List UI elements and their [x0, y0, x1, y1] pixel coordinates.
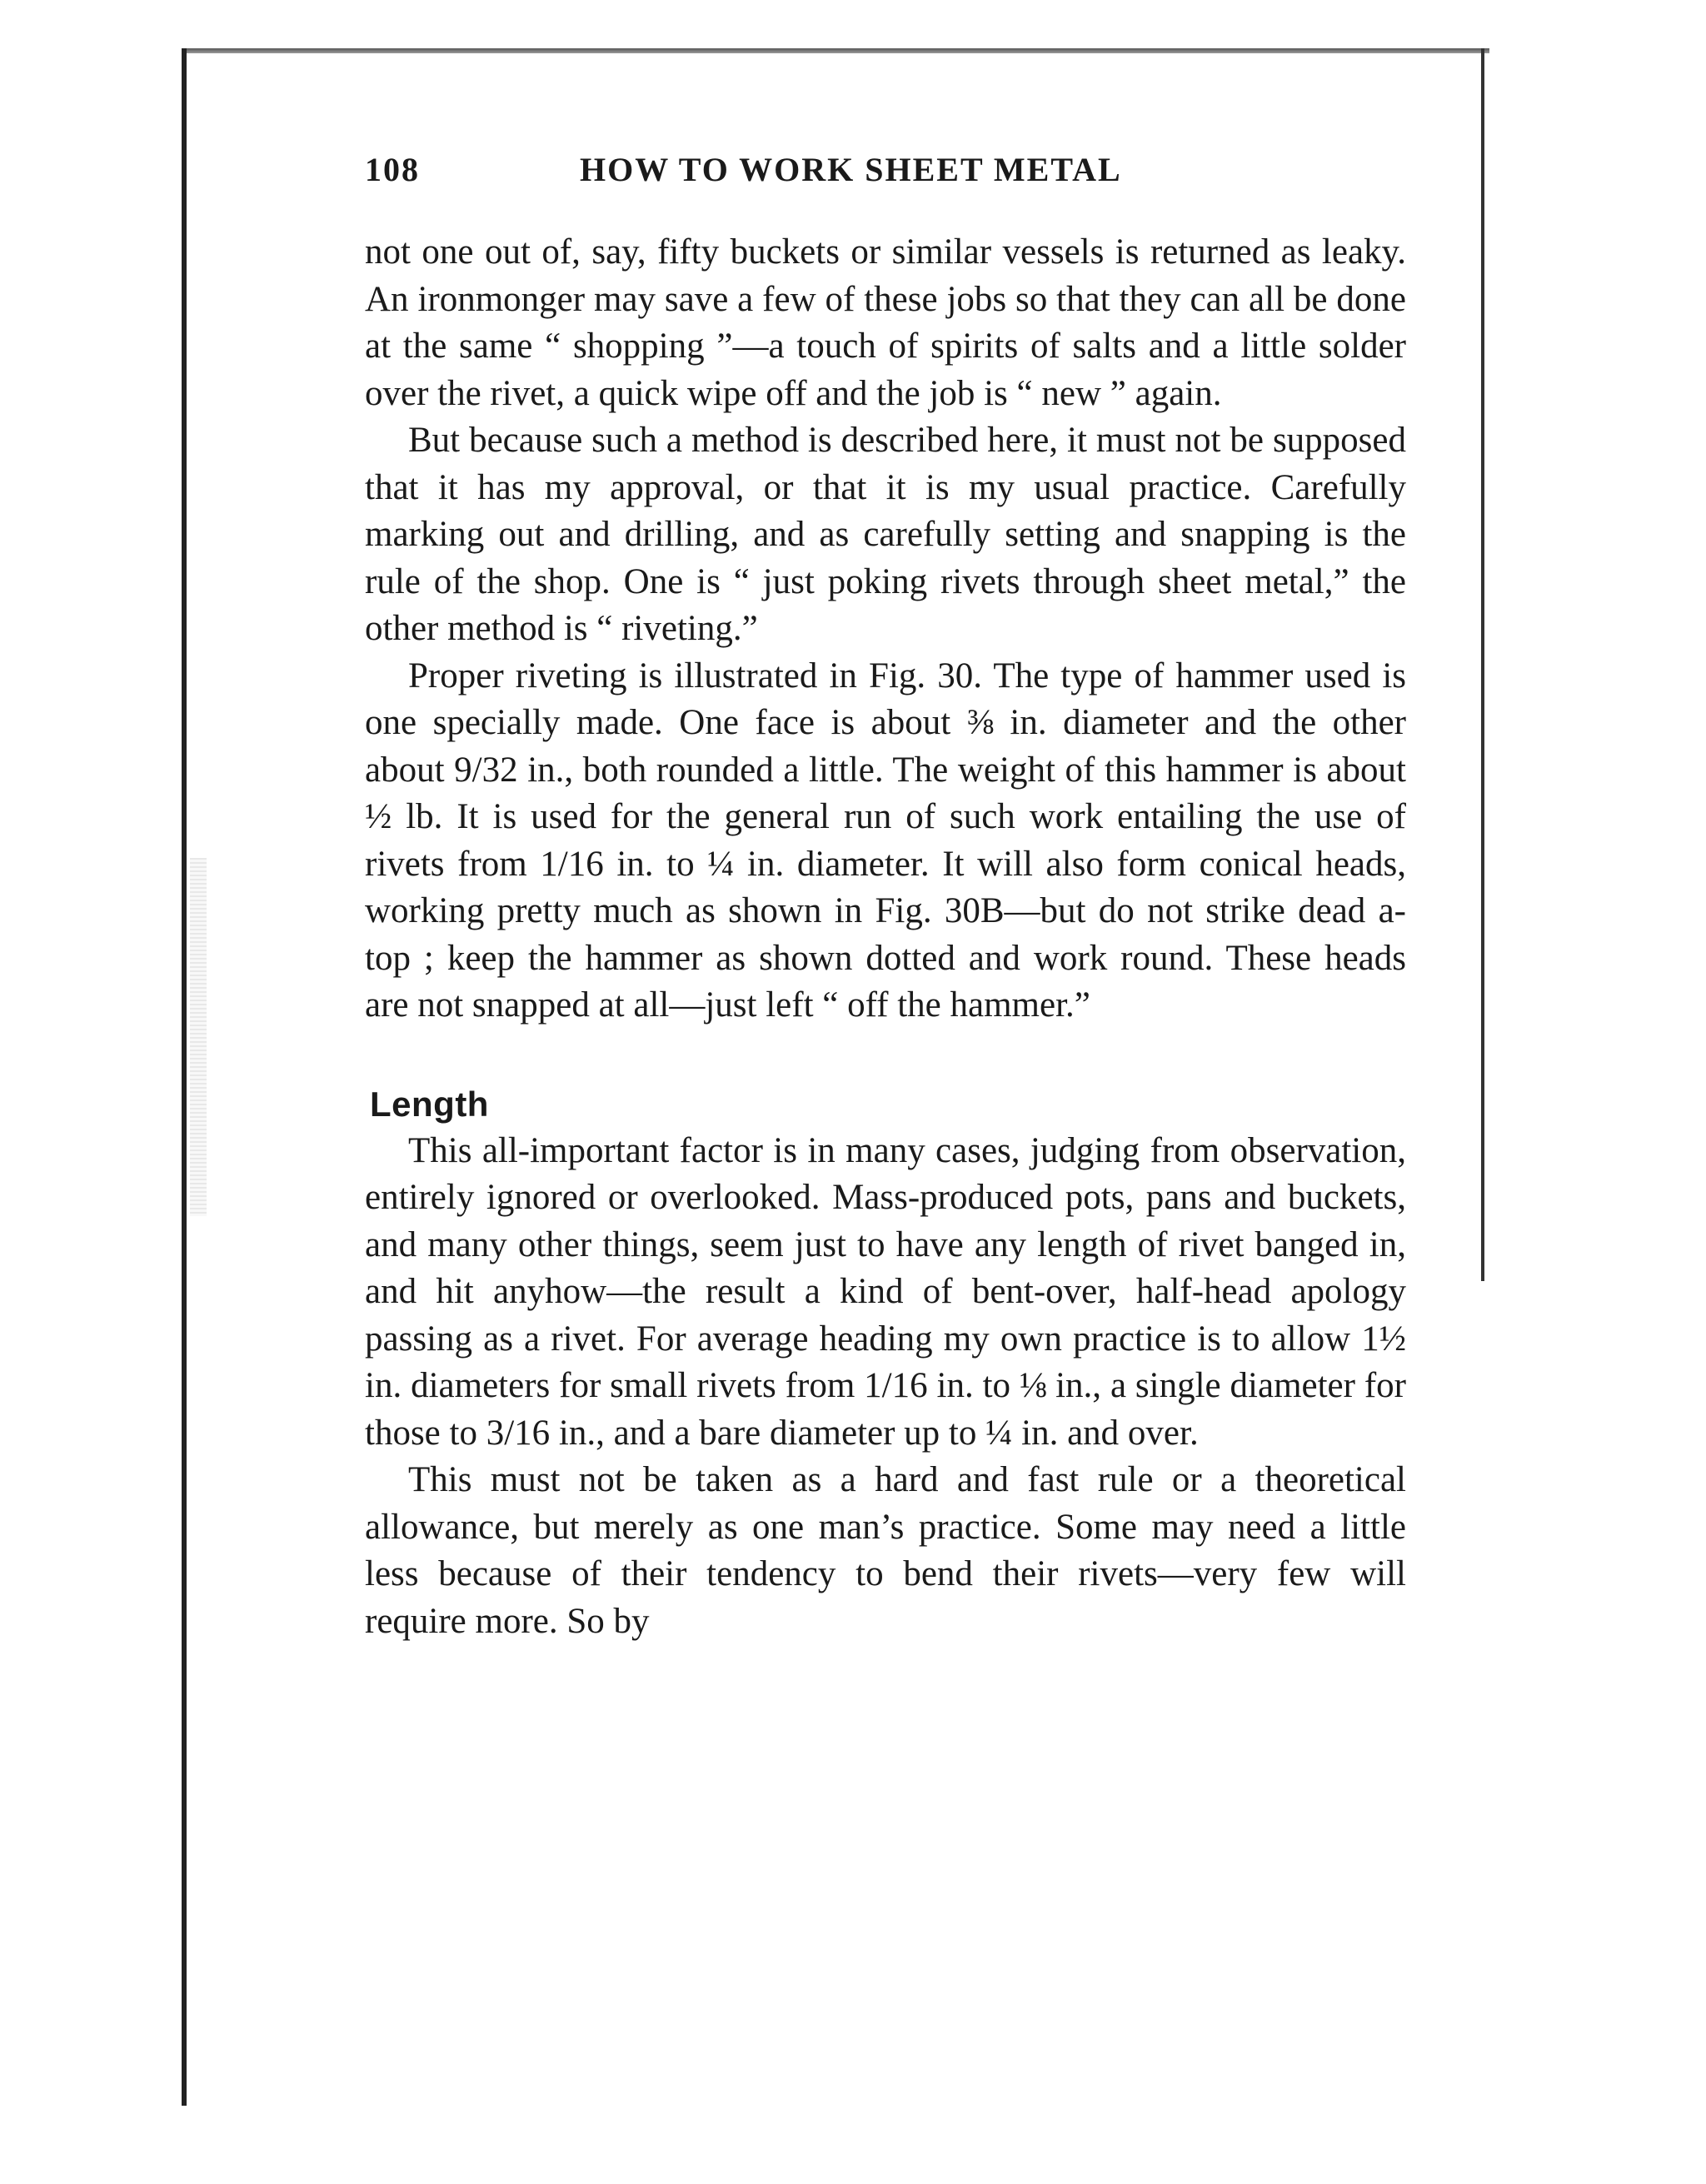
paragraph: But because such a method is described here, it must not be supposed that it has my approval, or that it is my usual practice. Carefully marking out and drilling, and as carefully setting and snapping is the rule of the shop. One is “ just poking rivets through sheet metal,” the other method is “ riveting.” — [365, 421, 1406, 648]
scan-noise — [190, 858, 207, 1216]
running-head — [365, 150, 1406, 192]
paragraph-continued: not one out of, say, fifty buckets or similar vessels is returned as leaky. An ironmonger may save a few of these jobs so that they can all be done at the same “ shopping ”—a touch of spirits of salts and a little solder over the rivet, a quick wipe off and the job is “ new ” again. — [365, 232, 1406, 413]
scan-border-left — [182, 48, 187, 2106]
page-number: 108 — [365, 151, 420, 188]
paragraph: This must not be taken as a hard and fast rule or a theoretical allowance, but merely as one man’s practice. Some may need a little less because of their tendency to bend their rivets—very few will require more. So by — [365, 1460, 1406, 1641]
running-title: HOW TO WORK SHEET METAL — [580, 151, 1122, 188]
scan-border-top — [182, 48, 1489, 53]
scan-border-right — [1481, 48, 1484, 1281]
body-text — [365, 229, 1406, 1645]
paragraph: This all-important factor is in many cases, judging from observation, entirely ignored or overlooked. Mass-produced pots, pans and buckets, and many other things, seem just to have any length of rivet banged in, and hit anyhow—the result a kind of bent-over, half-head apology passing as a rivet. For average heading my own practice is to allow 1½ in. diameters for small rivets from 1/16 in. to ⅛ in., a single diameter for those to 3/16 in., and a bare diameter up to ¼ in. and over. — [365, 1130, 1406, 1453]
section-heading: Length — [370, 1084, 489, 1124]
paragraph: Proper riveting is illustrated in Fig. 30. The type of hammer used is one specially made. One face is about ⅜ in. diameter and the other about 9/32 in., both rounded a little. The weight of this hammer is about ½ lb. It is used for the general run of such work entailing the use of rivets from 1/16 in. to ¼ in. diameter. It will also form conical heads, working pretty much as shown in Fig. 30B—but do not strike dead a-top ; keep the hammer as shown dotted and work round. These heads are not snapped at all—just left “ off the hammer.” — [365, 656, 1406, 1025]
